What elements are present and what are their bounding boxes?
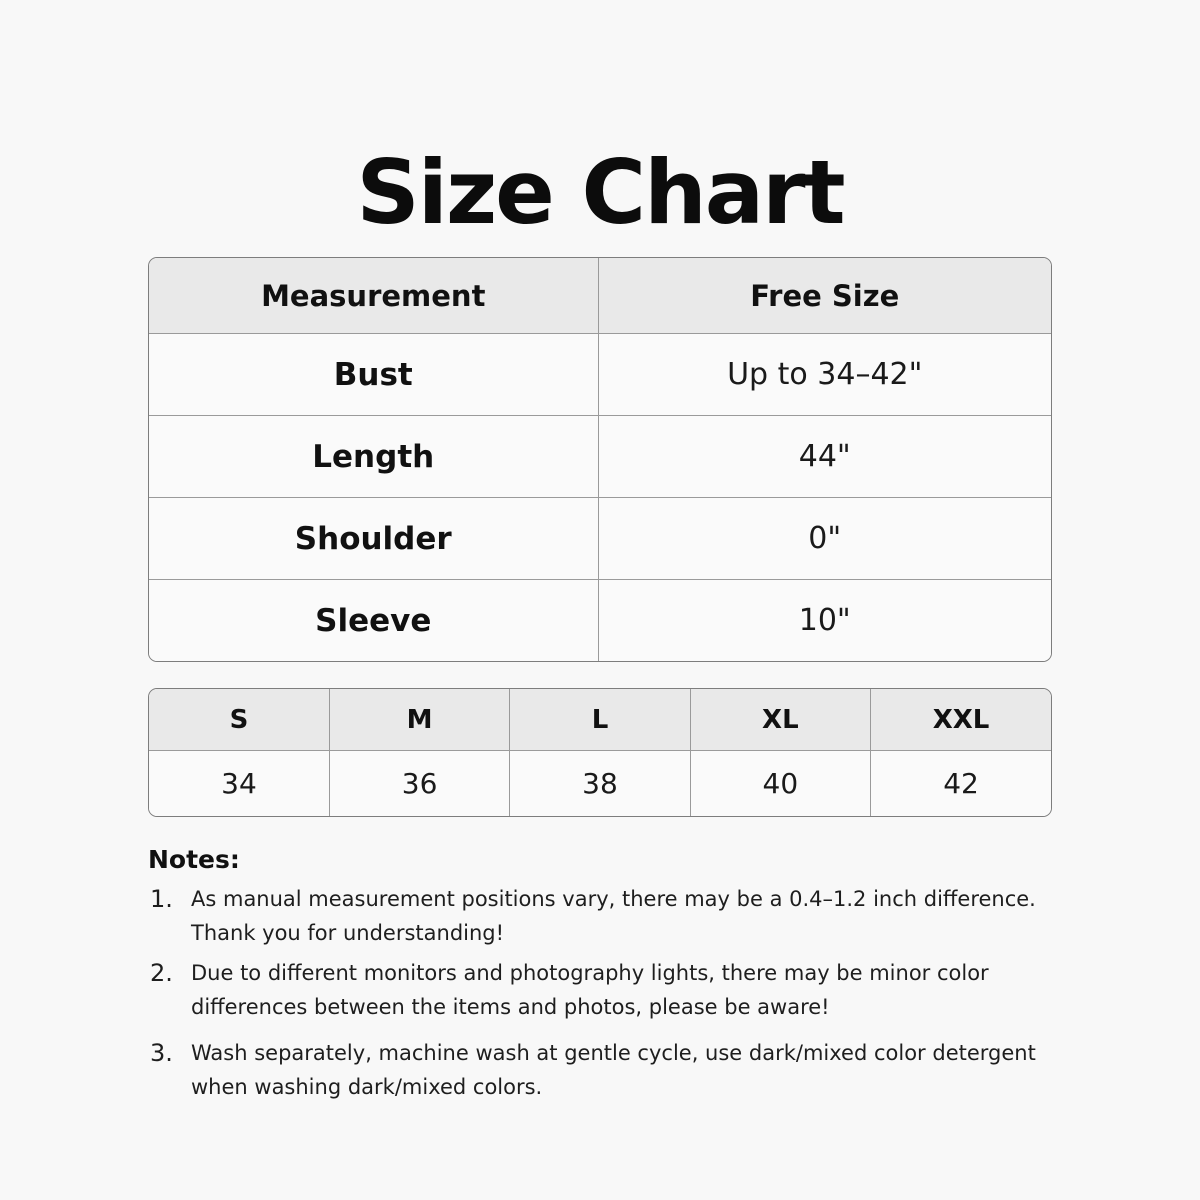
size-s-header: S (149, 689, 329, 751)
note-text: Due to different monitors and photography lights, there may be minor color differences between the items and photos, please be aware! (191, 961, 989, 1019)
table-row (149, 416, 1051, 498)
list-item (148, 882, 1068, 950)
measurement-header-row (149, 258, 1051, 334)
size-xxl-header: XXL (871, 689, 1051, 751)
size-s-value: 34 (149, 751, 329, 817)
length-label: Length (149, 416, 598, 498)
page-title: Size Chart (356, 141, 844, 244)
notes-title: Notes: (148, 845, 240, 874)
measurement-table (148, 257, 1052, 662)
list-item (148, 956, 1068, 1024)
size-xxl-value: 42 (871, 751, 1051, 817)
notes-section (148, 842, 1068, 1104)
table-row (149, 334, 1051, 416)
length-value: 44" (598, 416, 1051, 498)
measurement-header: Measurement (149, 258, 598, 334)
size-xl-header: XL (690, 689, 870, 751)
table-row (149, 580, 1051, 662)
size-table (148, 688, 1052, 817)
free-size-header: Free Size (598, 258, 1051, 334)
size-xl-value: 40 (690, 751, 870, 817)
shoulder-value: 0" (598, 498, 1051, 580)
list-item (148, 1036, 1068, 1104)
table-row (149, 498, 1051, 580)
notes-list (148, 882, 1068, 1104)
size-m-value: 36 (329, 751, 509, 817)
sleeve-label: Sleeve (149, 580, 598, 662)
shoulder-label: Shoulder (149, 498, 598, 580)
size-header-row (149, 689, 1051, 751)
note-number: 1. (150, 885, 173, 913)
note-number: 3. (150, 1039, 173, 1067)
sleeve-value: 10" (598, 580, 1051, 662)
note-number: 2. (150, 959, 173, 987)
size-l-value: 38 (510, 751, 690, 817)
bust-value: Up to 34–42" (598, 334, 1051, 416)
note-text: Wash separately, machine wash at gentle cycle, use dark/mixed color detergent when washing dark/mixed colors. (191, 1041, 1036, 1099)
size-l-header: L (510, 689, 690, 751)
size-value-row (149, 751, 1051, 817)
note-text: As manual measurement positions vary, there may be a 0.4–1.2 inch difference. Thank you for understanding! (191, 887, 1036, 945)
bust-label: Bust (149, 334, 598, 416)
size-m-header: M (329, 689, 509, 751)
